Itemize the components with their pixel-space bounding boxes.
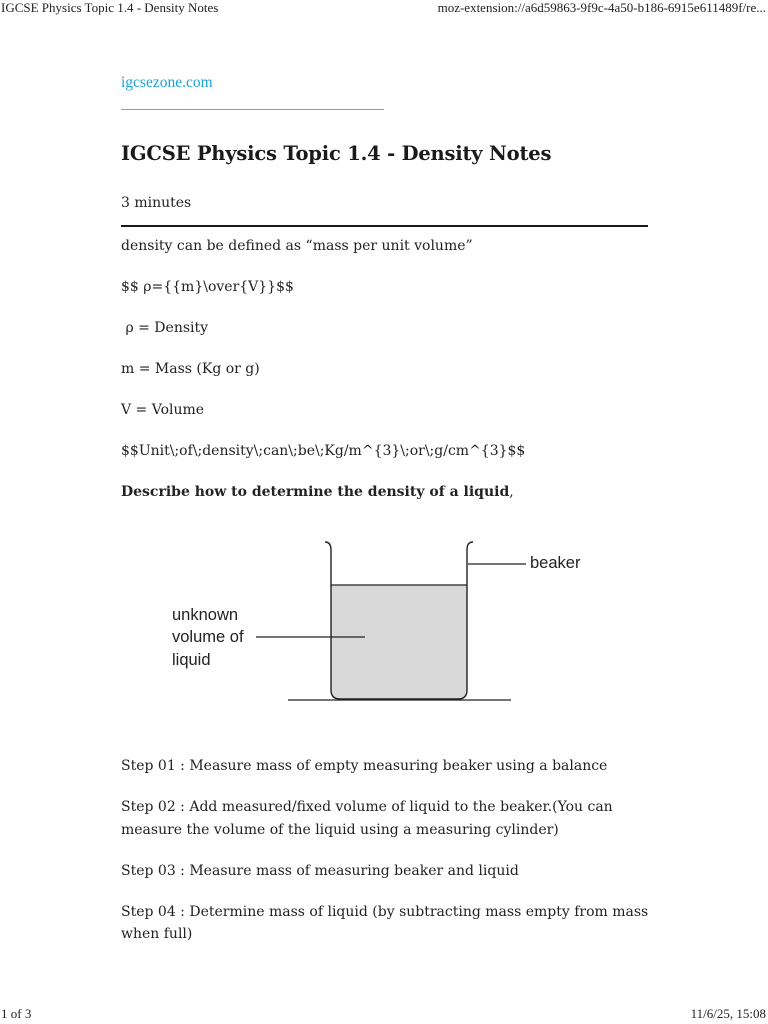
- question-text: Describe how to determine the density of a liquid: [121, 484, 510, 500]
- beaker-diagram: [170, 540, 590, 710]
- steps-list: [121, 755, 661, 964]
- step-01: Step 01 : Measure mass of empty measuring beaker using a balance: [121, 758, 608, 774]
- question-heading: [121, 481, 651, 503]
- page-title: IGCSE Physics Topic 1.4 - Density Notes: [121, 142, 552, 165]
- liquid-label-line-1: unknown: [172, 606, 239, 624]
- rho-definition: ρ = Density: [121, 320, 209, 336]
- volume-definition: V = Volume: [121, 402, 205, 418]
- site-link[interactable]: igcsezone.com: [121, 74, 213, 91]
- unit-formula: $$Unit\;of\;density\;can\;be\;Kg/m^{3}\;or\;g/cm^{3}$$: [121, 443, 526, 459]
- print-timestamp: 11/6/25, 15:08: [690, 1006, 766, 1021]
- liquid-fill: [331, 585, 467, 699]
- liquid-label-line-2: volume of: [172, 628, 244, 646]
- question-suffix: ,: [509, 484, 514, 500]
- liquid-label-line-3: liquid: [172, 651, 211, 669]
- print-footer: [0, 1006, 768, 1024]
- reading-time: 3 minutes: [121, 195, 192, 211]
- definition-text: density can be defined as “mass per unit volume”: [121, 238, 473, 254]
- print-header-title: IGCSE Physics Topic 1.4 - Density Notes: [1, 0, 219, 15]
- page-count: 1 of 3: [1, 1006, 32, 1021]
- site-divider: [121, 109, 384, 110]
- step-03: Step 03 : Measure mass of measuring beaker and liquid: [121, 862, 519, 879]
- print-header-url: moz-extension://a6d59863-9f9c-4a50-b186-6915e611489f/re...: [437, 0, 766, 15]
- print-header: [0, 0, 768, 16]
- mass-definition: m = Mass (Kg or g): [121, 361, 260, 377]
- formula-text: $$ ρ={{m}\over{V}}$$: [121, 279, 294, 295]
- step-02: Step 02 : Add measured/fixed volume of liquid to the beaker.(You can measure the volume of the liquid using a measuring cylinder): [121, 799, 613, 838]
- article-content: [121, 70, 651, 503]
- title-divider: [121, 225, 648, 227]
- beaker-label: beaker: [530, 554, 581, 572]
- step-04: Step 04 : Determine mass of liquid (by subtracting mass empty from mass when full): [121, 903, 649, 942]
